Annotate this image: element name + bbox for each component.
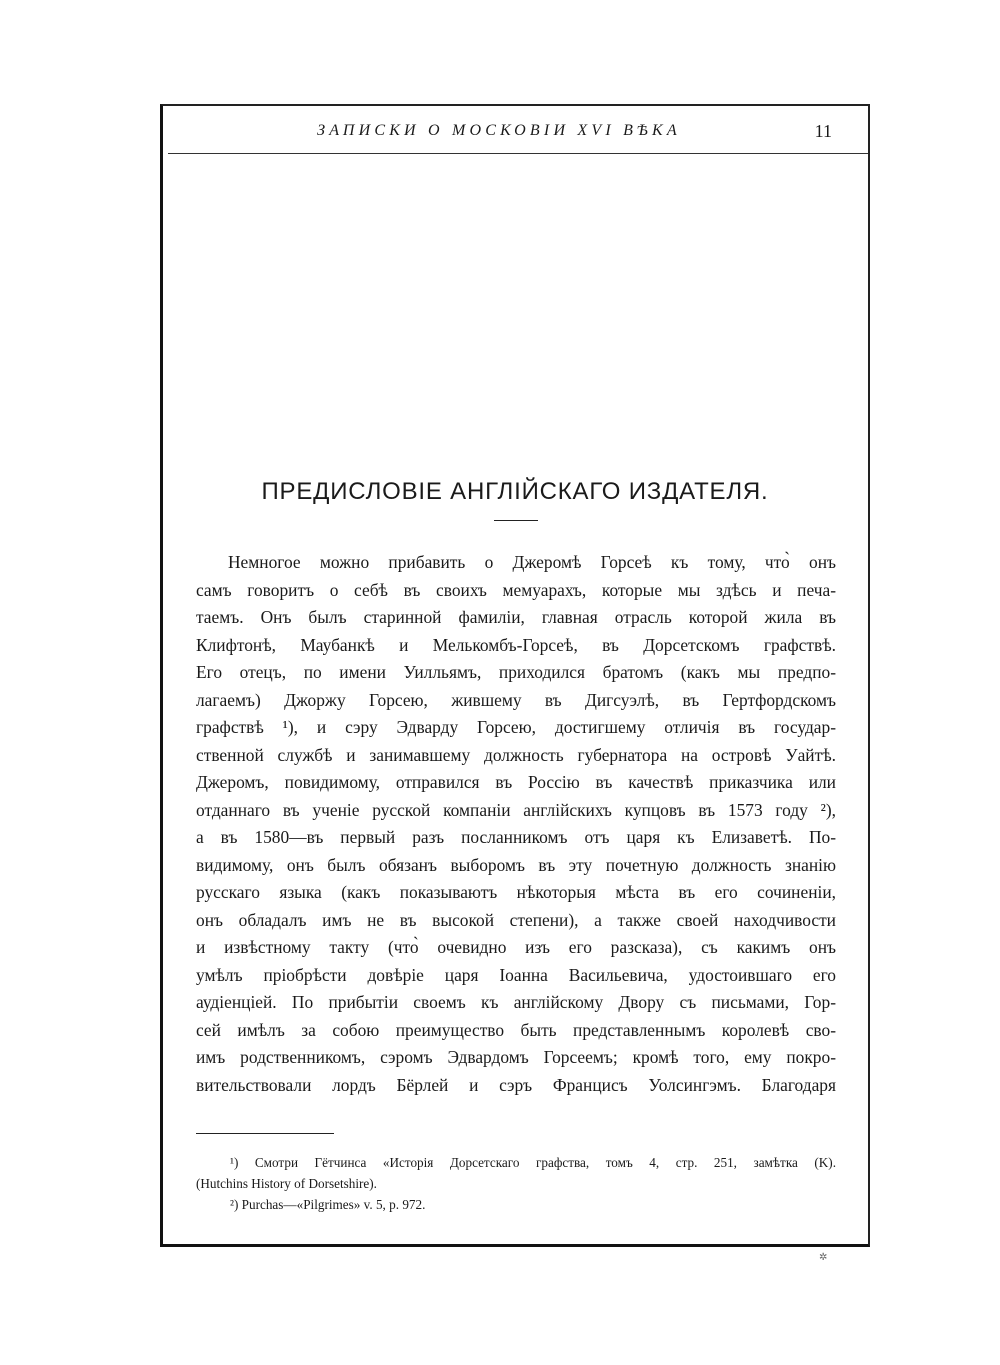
footnote-1-continuation: (Hutchins History of Dorsetshire). bbox=[196, 1176, 377, 1191]
body-line: русскаго языка (какъ показываютъ нѣкоторыя мѣста въ его сочиненіи, bbox=[196, 882, 836, 902]
footnote-2 bbox=[196, 1194, 836, 1215]
footnote-text: Смотри Гётчинса «Исторія Дорсетскаго графства, томъ 4, стр. 251, замѣтка (K). bbox=[254, 1155, 836, 1170]
footnote-rule bbox=[196, 1133, 334, 1134]
page-number: 11 bbox=[814, 121, 832, 141]
body-line: и извѣстному такту (что̀ очевидно изъ его разсказа), съ какимъ онъ bbox=[196, 937, 836, 957]
body-line: отданнаго въ ученіе русской компаніи англійскихъ купцовъ въ 1573 году ²), bbox=[196, 799, 836, 820]
running-title: ЗАПИСКИ О МОСКОВІИ XVI ВѢКА bbox=[317, 122, 681, 139]
body-line: Немногое можно прибавить о Джеромѣ Горсеѣ къ тому, что̀ онъ bbox=[228, 552, 836, 572]
body-line: вительствовали лордъ Бёрлей и сэръ Францисъ Уолсингэмъ. Благодаря bbox=[196, 1074, 836, 1095]
body-paragraph bbox=[196, 549, 836, 1099]
body-line: таемъ. Онъ былъ старинной фамиліи, главная отрасль которой жила въ bbox=[196, 607, 836, 627]
body-line: самъ говоритъ о себѣ въ своихъ мемуарахъ, которые мы здѣсь и печа- bbox=[196, 579, 836, 600]
footnotes bbox=[196, 1152, 836, 1215]
footnote-text: Purchas—«Pilgrimes» v. 5, p. 972. bbox=[241, 1197, 426, 1212]
body-line: имъ родственникомъ, сэромъ Эдвардомъ Горсеемъ; кромѣ того, ему покро- bbox=[196, 1047, 836, 1067]
body-line: а въ 1580—въ первый разъ посланникомъ отъ царя къ Елизаветѣ. По- bbox=[196, 827, 836, 847]
footnote-marker: ¹) bbox=[230, 1155, 239, 1170]
body-line: умѣлъ пріобрѣсти довѣріе царя Іоанна Васильевича, удостоившаго его bbox=[196, 964, 836, 985]
body-line: Джеромъ, повидимому, отправился въ Россію въ качествѣ приказчика или bbox=[196, 772, 836, 792]
body-line: сей имѣлъ за собою преимущество быть представленнымъ королевѣ сво- bbox=[196, 1019, 836, 1040]
header-rule bbox=[168, 153, 868, 154]
footnote-1 bbox=[196, 1152, 836, 1173]
body-line: аудіенціей. По прибытіи своемъ къ англійскому Двору съ письмами, Гор- bbox=[196, 992, 836, 1012]
printer-mark-icon: ✲ bbox=[819, 1252, 828, 1263]
body-line: Его отецъ, по имени Уилльямъ, приходился братомъ (какъ мы предпо- bbox=[196, 662, 836, 682]
body-line: видимому, онъ былъ обязанъ выборомъ въ эту почетную должность знанію bbox=[196, 854, 836, 875]
footnote-marker: ²) bbox=[230, 1197, 239, 1212]
running-head bbox=[168, 120, 870, 150]
body-line: лагаемъ) Джоржу Горсею, жившему въ Дигсуэлѣ, въ Гертфордскомъ bbox=[196, 689, 836, 710]
body-line: Клифтонѣ, Маубанкѣ и Мелькомбъ-Горсеѣ, въ Дорсетскомъ графствѣ. bbox=[196, 634, 836, 655]
body-line: онъ обладалъ имъ не въ высокой степени), а также своей находчивости bbox=[196, 909, 836, 930]
chapter-title: ПРЕДИСЛОВІЕ АНГЛІЙСКАГО ИЗДАТЕЛЯ. bbox=[261, 478, 769, 506]
body-line: ственной службѣ и занимавшему должность губернатора на островѣ Уайтѣ. bbox=[196, 744, 836, 765]
title-rule bbox=[494, 520, 538, 521]
body-line: графствѣ ¹), и сэру Эдварду Горсею, достигшему отличія въ государ- bbox=[196, 717, 836, 737]
